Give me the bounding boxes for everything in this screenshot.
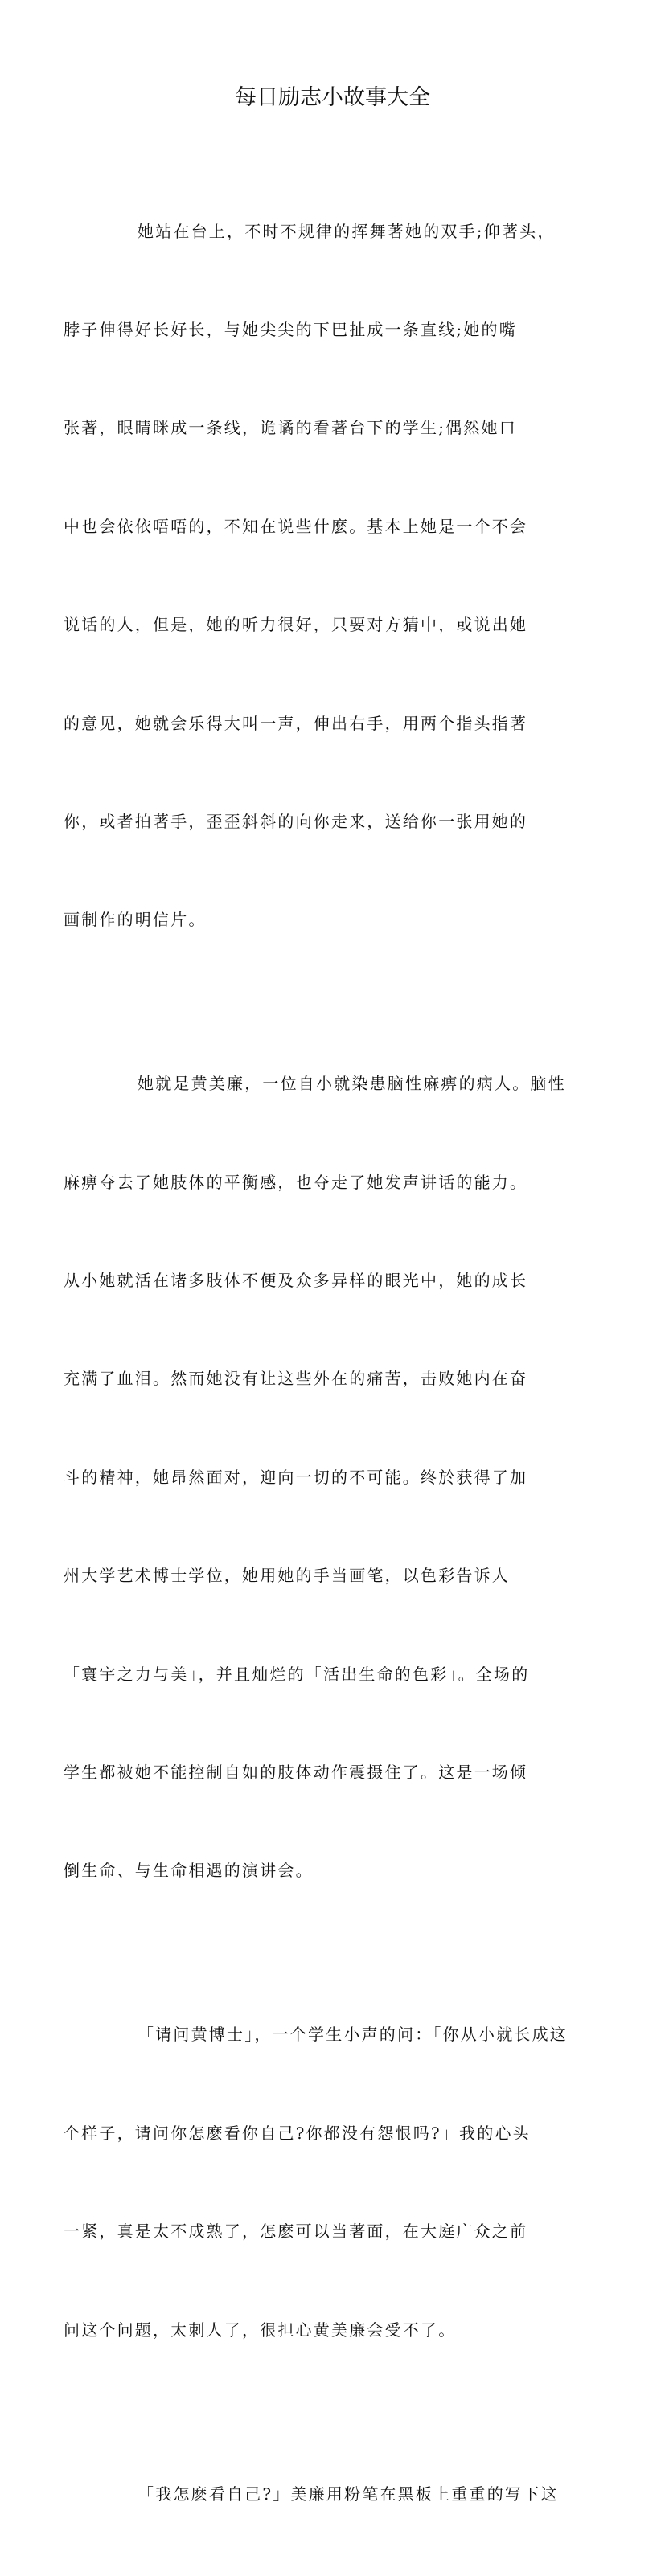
paragraph [101, 2412, 583, 2576]
text-line: 「我怎麽看自己?」美廉用粉笔在黑板上重重的写下这 [138, 2484, 559, 2504]
text-line: 学生都被她不能控制自如的肢体动作震摄住了。这是一场倾 [64, 1763, 528, 1783]
text-line: 「寰宇之力与美」，并且灿烂的「活出生命的色彩」。全场的 [64, 1664, 530, 1684]
text-line: 你，或者拍著手，歪歪斜斜的向你走来，送给你一张用她的 [64, 811, 528, 831]
text-line: 倒生命、与生命相遇的演讲会。 [64, 1861, 314, 1881]
text-line: 脖子伸得好长好长，与她尖尖的下巴扯成一条直线;她的嘴 [64, 319, 517, 339]
text-line: 画制作的明信片。 [64, 910, 207, 930]
paragraph [64, 1953, 583, 2412]
text-line: 一紧，真是太不成熟了，怎麽可以当著面，在大庭广众之前 [64, 2222, 528, 2242]
text-line: 个样子，请问你怎麽看你自己?你都没有怨恨吗?」我的心头 [64, 2123, 531, 2143]
text-line: 中也会依依唔唔的，不知在说些什麽。基本上她是一个不会 [64, 516, 528, 536]
text-line: 「请问黄博士」，一个学生小声的问：「你从小就长成这 [138, 2025, 568, 2045]
text-line: 充满了血泪。然而她没有让这些外在的痛苦，击败她内在奋 [64, 1369, 528, 1389]
text-line: 麻痹夺去了她肢体的平衡感，也夺走了她发声讲话的能力。 [64, 1172, 528, 1192]
document-title: 每日励志小故事大全 [235, 85, 430, 110]
text-line: 说话的人，但是，她的听力很好，只要对方猜中，或说出她 [64, 615, 528, 635]
text-line: 斗的精神，她昂然面对，迎向一切的不可能。终於获得了加 [64, 1467, 528, 1487]
text-line: 的意见，她就会乐得大叫一声，伸出右手，用两个指头指著 [64, 713, 528, 733]
paragraph [64, 1002, 583, 1953]
text-line: 州大学艺术博士学位，她用她的手当画笔，以色彩告诉人 [64, 1566, 510, 1586]
text-line: 从小她就活在诸多肢体不便及众多异样的眼光中，她的成长 [64, 1271, 528, 1291]
text-line: 张著，眼睛眯成一条线，诡谲的看著台下的学生;偶然她口 [64, 418, 517, 438]
document-body [64, 149, 583, 2576]
paragraph [64, 149, 583, 1002]
text-line: 她站在台上，不时不规律的挥舞著她的双手;仰著头， [138, 221, 556, 241]
text-line: 问这个问题，太刺人了，很担心黄美廉会受不了。 [64, 2320, 457, 2340]
text-line: 她就是黄美廉，一位自小就染患脑性麻痹的病人。脑性 [138, 1074, 566, 1094]
